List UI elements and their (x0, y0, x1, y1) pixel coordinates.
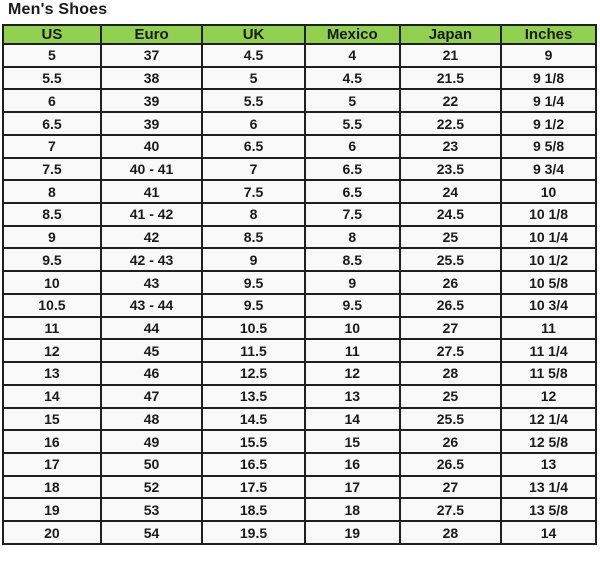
table-cell: 10 1/4 (501, 226, 596, 249)
table-cell: 4.5 (202, 44, 305, 67)
table-cell: 49 (101, 430, 202, 453)
table-cell: 19 (3, 498, 101, 521)
table-cell: 54 (101, 521, 202, 544)
table-cell: 52 (101, 476, 202, 499)
table-cell: 8 (202, 203, 305, 226)
table-cell: 14 (3, 385, 101, 408)
table-cell: 18 (305, 498, 400, 521)
table-cell: 10 5/8 (501, 271, 596, 294)
table-cell: 12 (501, 385, 596, 408)
table-cell: 11 (305, 339, 400, 362)
table-cell: 27 (400, 476, 501, 499)
column-header-uk: UK (202, 25, 305, 44)
table-row (3, 203, 596, 226)
table-cell: 15 (3, 408, 101, 431)
table-row (3, 158, 596, 181)
table-body (3, 44, 596, 544)
table-cell: 45 (101, 339, 202, 362)
table-cell: 42 (101, 226, 202, 249)
table-cell: 10 1/8 (501, 203, 596, 226)
table-row (3, 248, 596, 271)
table-cell: 10.5 (202, 317, 305, 340)
table-cell: 43 - 44 (101, 294, 202, 317)
column-header-mexico: Mexico (305, 25, 400, 44)
table-cell: 27 (400, 317, 501, 340)
table-cell: 9.5 (305, 294, 400, 317)
table-row (3, 67, 596, 90)
table-cell: 4 (305, 44, 400, 67)
table-cell: 48 (101, 408, 202, 431)
table-cell: 26.5 (400, 294, 501, 317)
table-header (3, 25, 596, 44)
table-row (3, 112, 596, 135)
table-cell: 16.5 (202, 453, 305, 476)
table-cell: 44 (101, 317, 202, 340)
table-cell: 11 (501, 317, 596, 340)
table-cell: 13 1/4 (501, 476, 596, 499)
table-cell: 9 1/2 (501, 112, 596, 135)
table-row (3, 271, 596, 294)
table-cell: 25.5 (400, 248, 501, 271)
table-cell: 25 (400, 385, 501, 408)
table-cell: 7 (3, 135, 101, 158)
table-cell: 11 1/4 (501, 339, 596, 362)
size-table (2, 24, 597, 545)
table-cell: 5 (3, 44, 101, 67)
table-cell: 38 (101, 67, 202, 90)
table-cell: 5.5 (3, 67, 101, 90)
table-cell: 13 (501, 453, 596, 476)
table-cell: 17.5 (202, 476, 305, 499)
table-cell: 19 (305, 521, 400, 544)
table-cell: 13 (305, 385, 400, 408)
table-row (3, 89, 596, 112)
table-cell: 25.5 (400, 408, 501, 431)
table-row (3, 339, 596, 362)
table-cell: 8 (3, 180, 101, 203)
table-cell: 11 (3, 317, 101, 340)
column-header-inches: Inches (501, 25, 596, 44)
table-cell: 28 (400, 362, 501, 385)
table-cell: 9.5 (202, 271, 305, 294)
table-cell: 12 5/8 (501, 430, 596, 453)
table-row (3, 294, 596, 317)
table-cell: 9 1/4 (501, 89, 596, 112)
table-cell: 17 (305, 476, 400, 499)
table-row (3, 44, 596, 67)
table-cell: 18.5 (202, 498, 305, 521)
table-cell: 11.5 (202, 339, 305, 362)
table-cell: 5.5 (202, 89, 305, 112)
table-cell: 40 (101, 135, 202, 158)
table-cell: 9 3/4 (501, 158, 596, 181)
table-cell: 26.5 (400, 453, 501, 476)
table-row (3, 521, 596, 544)
table-row (3, 317, 596, 340)
table-cell: 12 1/4 (501, 408, 596, 431)
table-cell: 7.5 (3, 158, 101, 181)
table-cell: 39 (101, 112, 202, 135)
table-cell: 26 (400, 430, 501, 453)
table-cell: 39 (101, 89, 202, 112)
table-cell: 23.5 (400, 158, 501, 181)
table-cell: 5 (202, 67, 305, 90)
table-cell: 9 (305, 271, 400, 294)
table-cell: 6 (3, 89, 101, 112)
table-cell: 14 (501, 521, 596, 544)
table-cell: 7 (202, 158, 305, 181)
table-cell: 6 (202, 112, 305, 135)
table-cell: 5.5 (305, 112, 400, 135)
table-cell: 47 (101, 385, 202, 408)
table-cell: 18 (3, 476, 101, 499)
table-cell: 46 (101, 362, 202, 385)
table-cell: 20 (3, 521, 101, 544)
table-cell: 24 (400, 180, 501, 203)
table-cell: 10 3/4 (501, 294, 596, 317)
table-cell: 42 - 43 (101, 248, 202, 271)
column-header-japan: Japan (400, 25, 501, 44)
table-cell: 8.5 (3, 203, 101, 226)
table-cell: 12 (3, 339, 101, 362)
table-row (3, 476, 596, 499)
table-cell: 9 1/8 (501, 67, 596, 90)
table-cell: 22.5 (400, 112, 501, 135)
table-cell: 9.5 (3, 248, 101, 271)
table-row (3, 498, 596, 521)
table-row (3, 135, 596, 158)
table-cell: 16 (305, 453, 400, 476)
table-cell: 21 (400, 44, 501, 67)
table-cell: 12 (305, 362, 400, 385)
table-row (3, 362, 596, 385)
table-cell: 14 (305, 408, 400, 431)
table-cell: 13 (3, 362, 101, 385)
table-cell: 28 (400, 521, 501, 544)
table-cell: 12.5 (202, 362, 305, 385)
table-cell: 16 (3, 430, 101, 453)
table-cell: 9 (3, 226, 101, 249)
table-cell: 19.5 (202, 521, 305, 544)
table-cell: 24.5 (400, 203, 501, 226)
table-cell: 8 (305, 226, 400, 249)
table-cell: 9.5 (202, 294, 305, 317)
table-cell: 8.5 (305, 248, 400, 271)
table-row (3, 180, 596, 203)
table-cell: 10 1/2 (501, 248, 596, 271)
table-cell: 8.5 (202, 226, 305, 249)
column-header-euro: Euro (101, 25, 202, 44)
table-cell: 9 (501, 44, 596, 67)
table-cell: 21.5 (400, 67, 501, 90)
table-cell: 10 (305, 317, 400, 340)
table-cell: 43 (101, 271, 202, 294)
table-cell: 6.5 (202, 135, 305, 158)
table-cell: 6 (305, 135, 400, 158)
table-cell: 40 - 41 (101, 158, 202, 181)
table-row (3, 385, 596, 408)
table-row (3, 430, 596, 453)
table-cell: 13.5 (202, 385, 305, 408)
table-cell: 50 (101, 453, 202, 476)
table-row (3, 408, 596, 431)
table-cell: 41 - 42 (101, 203, 202, 226)
table-cell: 4.5 (305, 67, 400, 90)
table-cell: 23 (400, 135, 501, 158)
table-cell: 11 5/8 (501, 362, 596, 385)
column-header-us: US (3, 25, 101, 44)
table-cell: 7.5 (305, 203, 400, 226)
table-cell: 26 (400, 271, 501, 294)
table-cell: 37 (101, 44, 202, 67)
table-cell: 41 (101, 180, 202, 203)
table-cell: 14.5 (202, 408, 305, 431)
table-cell: 15 (305, 430, 400, 453)
table-cell: 9 (202, 248, 305, 271)
table-cell: 13 5/8 (501, 498, 596, 521)
table-cell: 25 (400, 226, 501, 249)
table-cell: 7.5 (202, 180, 305, 203)
table-cell: 53 (101, 498, 202, 521)
table-cell: 10.5 (3, 294, 101, 317)
table-cell: 5 (305, 89, 400, 112)
table-cell: 27.5 (400, 339, 501, 362)
table-cell: 6.5 (305, 180, 400, 203)
table-cell: 9 5/8 (501, 135, 596, 158)
table-row (3, 453, 596, 476)
table-cell: 10 (501, 180, 596, 203)
table-cell: 22 (400, 89, 501, 112)
page-title: Men's Shoes (8, 1, 108, 18)
table-cell: 15.5 (202, 430, 305, 453)
table-cell: 10 (3, 271, 101, 294)
table-cell: 17 (3, 453, 101, 476)
table-cell: 27.5 (400, 498, 501, 521)
table-row (3, 226, 596, 249)
table-cell: 6.5 (305, 158, 400, 181)
header-row (3, 25, 596, 44)
table-cell: 6.5 (3, 112, 101, 135)
